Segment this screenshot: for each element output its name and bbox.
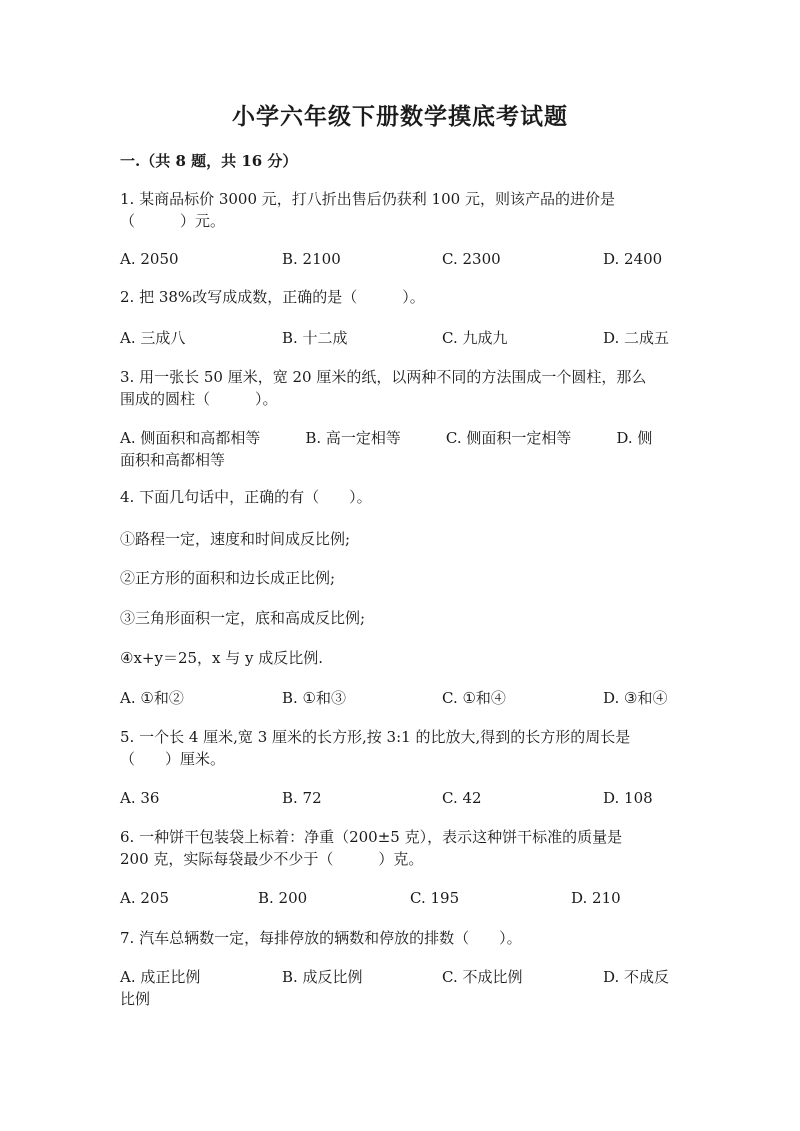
q4-statement-2: ②正方形的面积和边长成正比例; [120,569,336,587]
q1-option-c[interactable]: C. 2300 [442,250,501,268]
question-2-stem: 2. 把 38%改写成成数，正确的是（ ）。 [120,288,425,306]
q4-statement-1: ①路程一定，速度和时间成反比例; [120,530,351,548]
q2-option-b[interactable]: B. 十二成 [282,329,348,347]
q2-option-a[interactable]: A. 三成八 [120,329,186,347]
q7-option-a[interactable]: A. 成正比例 [120,968,201,986]
q5-option-d[interactable]: D. 108 [603,789,653,807]
q1-option-b[interactable]: B. 2100 [282,250,341,268]
q4-option-c[interactable]: C. ①和④ [442,689,506,707]
q4-option-b[interactable]: B. ①和③ [282,689,347,707]
q6-option-a[interactable]: A. 205 [120,889,169,907]
q1-option-a[interactable]: A. 2050 [120,250,179,268]
question-3-options[interactable]: A. 侧面积和高都相等 B. 高一定相等 C. 侧面积一定相等 D. 侧 面积和高都相等 [120,429,653,469]
q4-statement-3: ③三角形面积一定，底和高成反比例; [120,609,366,627]
exam-title: 小学六年级下册数学摸底考试题 [232,103,568,130]
q4-option-d[interactable]: D. ③和④ [603,689,668,707]
q5-option-a[interactable]: A. 36 [120,789,160,807]
question-6-stem: 6. 一种饼干包装袋上标着：净重（200±5 克），表示这种饼干标准的质量是 200 克，实际每袋最少不少于（ ）克。 [120,828,623,868]
q7-option-d-continuation: 比例 [120,990,151,1008]
question-7-stem: 7. 汽车总辆数一定，每排停放的辆数和停放的排数（ ）。 [120,929,522,947]
q1-option-d[interactable]: D. 2400 [603,250,663,268]
section-heading: 一.（共 8 题，共 16 分） [120,152,298,170]
question-3-stem: 3. 用一张长 50 厘米，宽 20 厘米的纸，以两种不同的方法围成一个圆柱，那么 围成的圆柱（ ）。 [120,368,647,408]
question-1-stem: 1. 某商品标价 3000 元，打八折出售后仍获利 100 元，则该产品的进价是 （ ）元。 [120,190,615,230]
q6-option-c[interactable]: C. 195 [410,889,460,907]
q2-option-c[interactable]: C. 九成九 [442,329,508,347]
q7-option-b[interactable]: B. 成反比例 [282,968,363,986]
q6-option-b[interactable]: B. 200 [258,889,308,907]
q2-option-d[interactable]: D. 二成五 [603,329,670,347]
q5-option-b[interactable]: B. 72 [282,789,322,807]
question-4-stem: 4. 下面几句话中，正确的有（ ）。 [120,488,372,506]
q4-statement-4: ④x+y＝25，x 与 y 成反比例. [120,649,324,667]
q7-option-c[interactable]: C. 不成比例 [442,968,523,986]
q6-option-d[interactable]: D. 210 [571,889,621,907]
q7-option-d[interactable]: D. 不成反 [603,968,670,986]
q5-option-c[interactable]: C. 42 [442,789,482,807]
question-5-stem: 5. 一个长 4 厘米,宽 3 厘米的长方形,按 3:1 的比放大,得到的长方形的周长是 （ ）厘米。 [120,728,631,768]
q4-option-a[interactable]: A. ①和② [120,689,184,707]
